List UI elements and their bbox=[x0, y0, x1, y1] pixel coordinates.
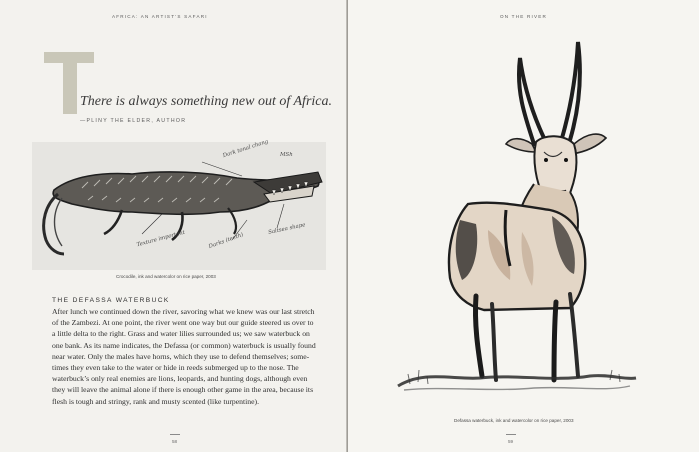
crocodile-drawing bbox=[32, 142, 326, 270]
body-line: they will leave the animal alone if there is enough other game in the area, because its bbox=[52, 385, 314, 395]
body-line: of the Zambezi. At one point, the river went one way but our guide steered us over to bbox=[52, 318, 314, 328]
page-number-rule bbox=[506, 434, 516, 435]
running-head-right: ON THE RIVER bbox=[500, 14, 547, 19]
body-line: waterbuck’s only real enemies are lions, leopards, and hunting dogs, although even bbox=[52, 374, 308, 384]
page-number-right: 59 bbox=[508, 439, 514, 444]
waterbuck-drawing bbox=[384, 34, 646, 404]
body-line: flesh is tough and stringy, rank and musty scented (like turpentine). bbox=[52, 396, 260, 406]
page-number-rule bbox=[170, 434, 180, 435]
croc-annotation-msh: MSh bbox=[280, 152, 293, 158]
section-heading: THE DEFASSA WATERBUCK bbox=[52, 297, 170, 304]
body-line: times they even take to the water or hide in reeds submerged up to the nose. The bbox=[52, 363, 299, 373]
body-line: near water. Only the males have horns, which they use to defend themselves; some- bbox=[52, 351, 310, 361]
croc-annotation-shape: Saltsea shape bbox=[267, 222, 306, 236]
body-line: a little delta to the right. Grass and water lilies surrounded us; we saw waterbuck on bbox=[52, 329, 310, 339]
croc-annotation-darks: Darks (teeth) bbox=[208, 231, 245, 251]
left-page bbox=[0, 0, 347, 452]
crocodile-caption: Crocodile, ink and watercolor on rice paper, 2003 bbox=[116, 274, 216, 279]
page-number-left: 58 bbox=[172, 439, 178, 444]
epigraph-quote: There is always something new out of Africa. bbox=[80, 94, 332, 109]
body-line: one bank. As its name indicates, the Defassa (or common) waterbuck is usually found bbox=[52, 340, 316, 350]
body-line: After lunch we continued down the river, savoring what we knew was our last stretch bbox=[52, 307, 315, 316]
epigraph-attribution: —PLINY THE ELDER, AUTHOR bbox=[80, 118, 187, 124]
crocodile-illustration bbox=[32, 138, 326, 270]
croc-annotation-texture: Texture important bbox=[136, 229, 186, 249]
body-paragraph bbox=[52, 306, 324, 407]
croc-annotation-dark: Dark tonal chang bbox=[222, 138, 270, 160]
waterbuck-caption: Defassa waterbuck, ink and watercolor on rice paper, 2003 bbox=[454, 418, 574, 423]
running-head-left: AFRICA: AN ARTIST’S SAFARI bbox=[112, 14, 208, 19]
waterbuck-illustration bbox=[384, 34, 646, 404]
